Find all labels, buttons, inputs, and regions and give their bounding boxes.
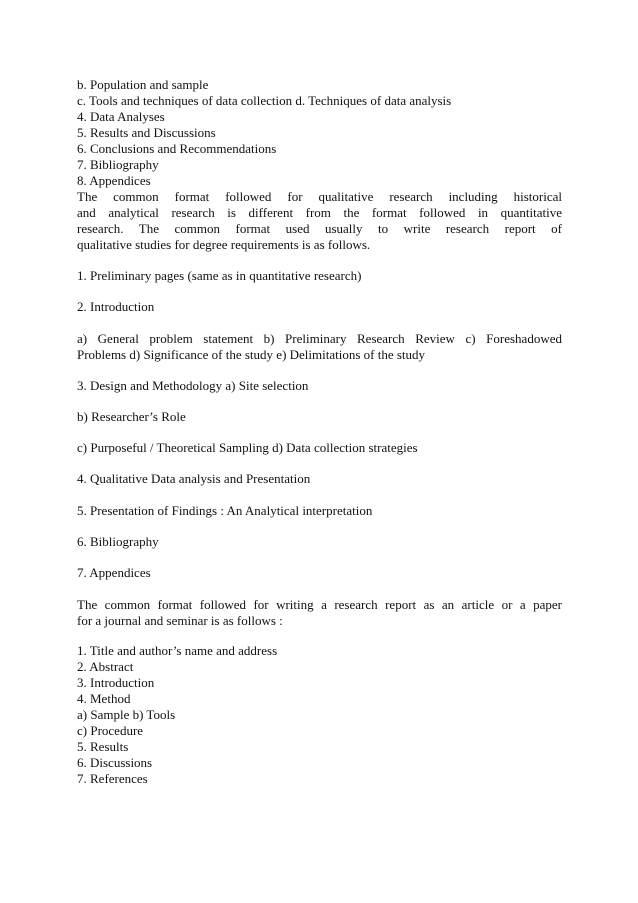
- paragraph-qualitative-line-4: qualitative studies for degree requirements is as follows.: [77, 237, 371, 252]
- article-item-discussions: 6. Discussions: [77, 755, 153, 770]
- qual-item-bibliography: 6. Bibliography: [77, 534, 159, 549]
- qual-item-findings: 5. Presentation of Findings : An Analytical interpretation: [77, 503, 373, 518]
- paragraph-qualitative-line-1: The common format followed for qualitative research including historical: [77, 189, 562, 204]
- article-item-method: 4. Method: [77, 691, 131, 706]
- list-item-population-sample: b. Population and sample: [77, 77, 209, 92]
- article-item-abstract: 2. Abstract: [77, 659, 134, 674]
- paragraph-qualitative-line-2: and analytical research is different from the format followed in quantitative: [77, 205, 562, 220]
- qual-item-sampling: c) Purposeful / Theoretical Sampling d) Data collection strategies: [77, 440, 418, 455]
- qual-item-preliminary-pages: 1. Preliminary pages (same as in quantitative research): [77, 268, 362, 283]
- list-item-results-discussions: 5. Results and Discussions: [77, 125, 216, 140]
- article-item-introduction: 3. Introduction: [77, 675, 155, 690]
- list-item-bibliography: 7. Bibliography: [77, 157, 159, 172]
- list-item-conclusions: 6. Conclusions and Recommendations: [77, 141, 277, 156]
- paragraph-article-line-1: The common format followed for writing a research report as an article or a paper: [77, 597, 562, 612]
- qual-item-researcher-role: b) Researcher’s Role: [77, 409, 186, 424]
- list-item-tools-techniques: c. Tools and techniques of data collection d. Techniques of data analysis: [77, 93, 452, 108]
- article-item-procedure: c) Procedure: [77, 723, 144, 738]
- article-item-sample-tools: a) Sample b) Tools: [77, 707, 176, 722]
- qual-item-introduction: 2. Introduction: [77, 299, 155, 314]
- list-item-appendices: 8. Appendices: [77, 173, 151, 188]
- qual-item-introduction-sub-line-1: a) General problem statement b) Preliminary Research Review c) Foreshadowed: [77, 331, 562, 346]
- qual-item-data-analysis: 4. Qualitative Data analysis and Presentation: [77, 471, 311, 486]
- qual-item-introduction-sub-line-2: Problems d) Significance of the study e) Delimitations of the study: [77, 347, 426, 362]
- paragraph-qualitative-line-3: research. The common format used usually to write research report of: [77, 221, 562, 236]
- paragraph-article-line-2: for a journal and seminar is as follows :: [77, 613, 283, 628]
- qual-item-appendices: 7. Appendices: [77, 565, 151, 580]
- list-item-data-analyses: 4. Data Analyses: [77, 109, 165, 124]
- article-item-results: 5. Results: [77, 739, 129, 754]
- qual-item-design-methodology: 3. Design and Methodology a) Site selection: [77, 378, 309, 393]
- article-item-title: 1. Title and author’s name and address: [77, 643, 278, 658]
- article-item-references: 7. References: [77, 771, 148, 786]
